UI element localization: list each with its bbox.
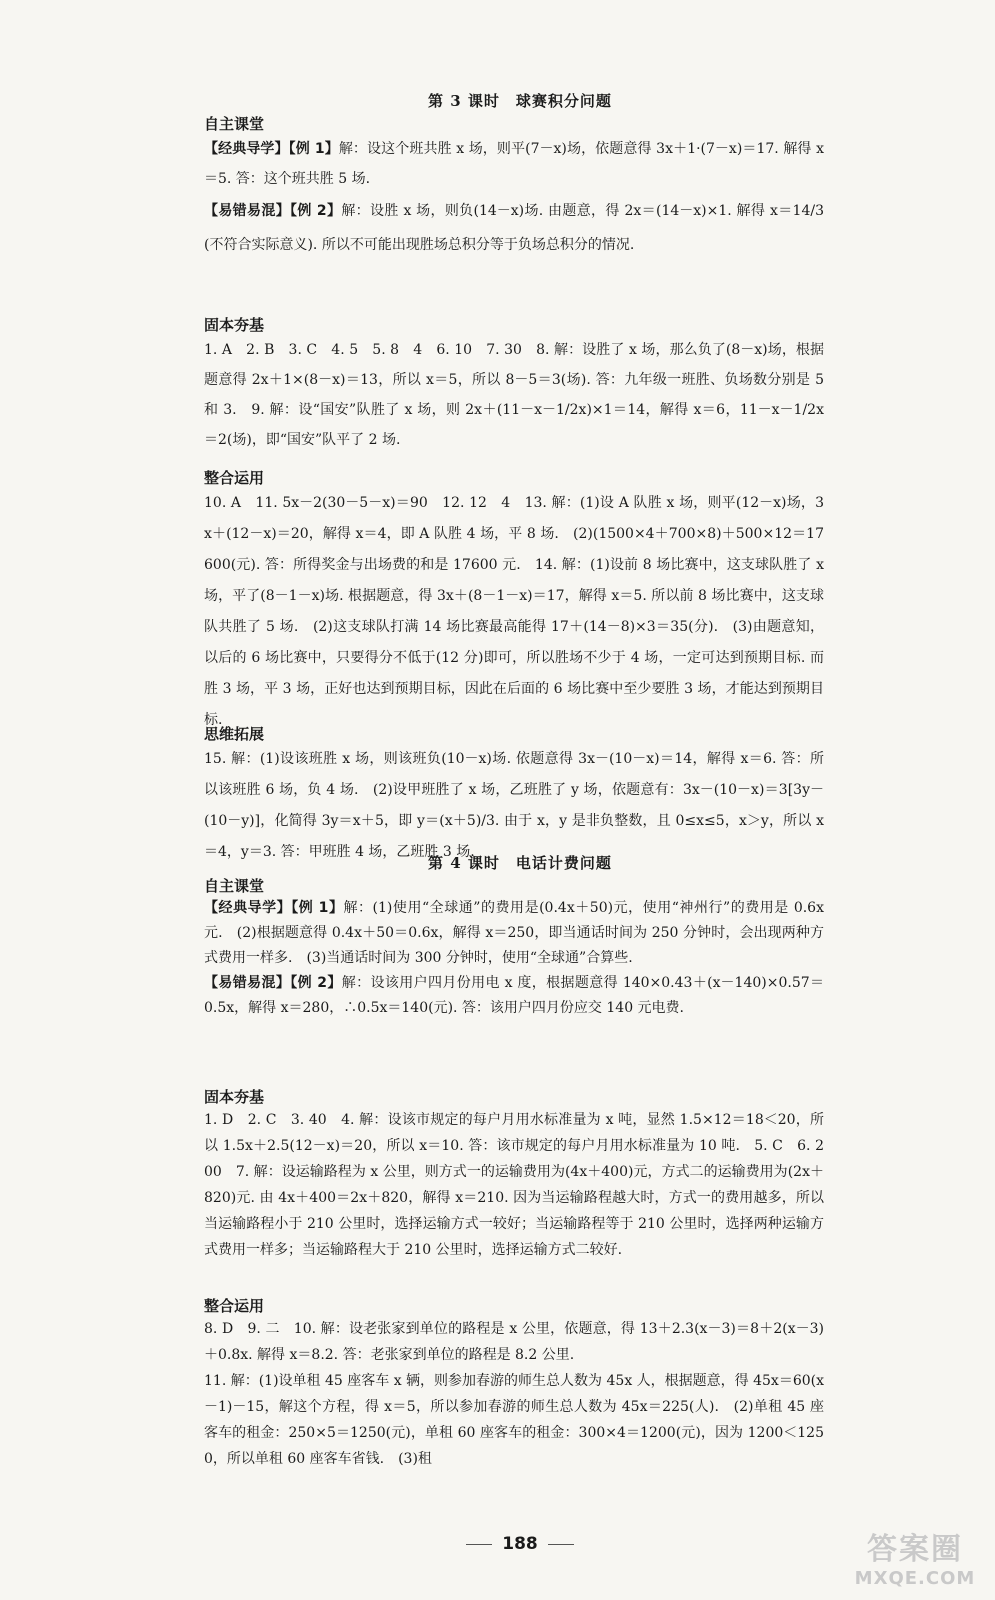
section-heading: 思维拓展 xyxy=(204,725,265,743)
answers-8-10: 8. D 9. 二 10. 解：设老张家到单位的路程是 x 公里，依题意，得 13＋2.3(x－3)＝8＋2(x－3)＋0.8x. 解得 x＝8.2. 答：老张家到单位的路程是 8.2 公里. xyxy=(204,1321,824,1363)
section-heading: 整合运用 xyxy=(204,469,265,487)
example-tag: 【易错易混】【例 2】 xyxy=(204,975,342,991)
lesson-3-siwei xyxy=(204,724,824,868)
section-heading: 整合运用 xyxy=(204,1297,265,1315)
example-tag: 【经典导学】【例 1】 xyxy=(204,900,344,916)
lesson-4-title: 第 4 课时 电话计费问题 xyxy=(428,854,612,872)
lesson-3-guben xyxy=(204,315,824,455)
answers-10-14: 10. A 11. 5x－2(30－5－x)＝90 12. 12 4 13. 解：(1)设 A 队胜 x 场，则平(12－x)场，3x＋(12－x)＝20，解得 x＝4，即 A 队胜 4 场，平 8 场. (2)(1500×4＋700×8)＋500×12＝17600(元). 答：所得奖金与出场费的和是 17600 元. 14. 解：(1)设前 8 场比赛中，这支球队胜了 x 场，平了(8－1－x)场. 根据题意，得 3x＋(8－1－x)＝17，解得 x＝5. 所以前 8 场比赛中，这支球队共胜了 5 场. (2)这支球队打满 14 场比赛最高能得 17＋(14－8)×3＝35(分). (3)由题意知，以后的 6 场比赛中，只要得分不低于(12 分)即可，所以胜场不少于 4 场，一定可达到预期目标. 而胜 3 场，平 3 场，正好也达到预期目标，因此在后面的 6 场比赛中至少要胜 3 场，才能达到预期目标. xyxy=(204,495,824,728)
footer-dash-right xyxy=(548,1544,574,1545)
lesson-3-zhenghe xyxy=(204,468,824,736)
watermark xyxy=(845,1532,985,1596)
lesson-4-guben xyxy=(204,1087,824,1263)
lesson-4-zhenghe xyxy=(204,1296,824,1472)
section-heading: 自主课堂 xyxy=(204,115,265,133)
section-heading: 固本夯基 xyxy=(204,316,265,334)
footer-dash-left xyxy=(466,1544,492,1545)
lesson-3-title: 第 3 课时 球赛积分问题 xyxy=(428,92,612,110)
example-tag: 【易错易混】【例 2】 xyxy=(204,203,342,219)
answers-1-9: 1. A 2. B 3. C 4. 5 5. 8 4 6. 10 7. 30 8. 解：设胜了 x 场，那么负了(8－x)场，根据题意得 2x＋1×(8－x)＝13，所以 x＝5，所以 8－5＝3(场). 答：九年级一班胜、负场数分别是 5 和 3. 9. 解：设“国安”队胜了 x 场，则 2x＋(11－x－1/2x)×1＝14，解得 x＝6，11－x－1/2x＝2(场)，即“国安”队平了 2 场. xyxy=(204,342,824,448)
example-2-answer: 【易错易混】【例 2】解：设该用户四月份用电 x 度，根据题意得 140×0.43＋(x－140)×0.57＝0.5x，解得 x＝280，∴0.5x＝140(元). 答：该用户四月份应交 140 元电费. xyxy=(204,975,825,1016)
page-content xyxy=(200,0,840,1600)
example-tag: 【经典导学】【例 1】 xyxy=(204,141,339,157)
lesson-4-zizhu xyxy=(204,876,824,1021)
answer-15: 15. 解：(1)设该班胜 x 场，则该班负(10－x)场. 依题意得 3x－(10－x)＝14，解得 x＝6. 答：所以该班胜 6 场，负 4 场. (2)设甲班胜了 x 场，乙班胜了 y 场，依题意有：3x－(10－x)＝3[3y－(10－y)]，化简得 3y＝x＋5，即 y＝(x＋5)/3. 由于 x，y 是非负整数，且 0≤x≤5，x＞y，所以 x＝4，y＝3. 答：甲班胜 4 场，乙班胜 3 场. xyxy=(204,751,824,860)
example-2-answer: 【易错易混】【例 2】解：设胜 x 场，则负(14－x)场. 由题意，得 2x＝(14－x)×1. 解得 x＝14/3(不符合实际意义). 所以不可能出现胜场总积分等于负场总积分的情况. xyxy=(204,203,824,253)
answers-1-7: 1. D 2. C 3. 40 4. 解：设该市规定的每户月用水标准量为 x 吨，显然 1.5×12＝18＜20，所以 1.5x＋2.5(12－x)＝20，所以 x＝10. 答：该市规定的每户月用水标准量为 10 吨. 5. C 6. 200 7. 解：设运输路程为 x 公里，则方式一的运输费用为(4x＋400)元，方式二的运输费用为(2x＋820)元. 由 4x＋400＝2x＋820，解得 x＝210. 因为当运输路程越大时，方式一的费用越多，所以当运输路程小于 210 公里时，选择运输方式一较好；当运输路程等于 210 公里时，选择两种运输方式费用一样多；当运输路程大于 210 公里时，选择运输方式二较好. xyxy=(204,1112,824,1258)
section-heading: 自主课堂 xyxy=(204,877,265,895)
section-heading: 固本夯基 xyxy=(204,1088,265,1106)
watermark-url: MXQE.COM xyxy=(854,1568,976,1589)
example-1-answer: 【经典导学】【例 1】解：(1)使用“全球通”的费用是(0.4x＋50)元，使用“神州行”的费用是 0.6x 元. (2)根据题意得 0.4x＋50＝0.6x，解得 x＝250，即当通话时间为 250 分钟时，会出现两种方式费用一样多. (3)当通话时间为 300 分钟时，使用“全球通”合算些. xyxy=(204,900,824,966)
page-number: 188 xyxy=(200,1534,840,1554)
watermark-logo: 答案圈 xyxy=(867,1532,963,1567)
lesson-3-zizhu xyxy=(204,114,824,262)
example-1-answer: 【经典导学】【例 1】解：设这个班共胜 x 场，则平(7－x)场，依题意得 3x＋1·(7－x)＝17. 解得 x＝5. 答：这个班共胜 5 场. xyxy=(204,141,824,187)
answer-11: 11. 解：(1)设单租 45 座客车 x 辆，则参加春游的师生总人数为 45x 人，根据题意，得 45x＝60(x－1)－15，解这个方程，得 x＝5，所以参加春游的师生总人数为 45x＝225(人). (2)单租 45 座客车的租金：250×5＝1250(元)，单租 60 座客车的租金：300×4＝1200(元)，因为 1200＜1250，所以单租 60 座客车省钱. (3)租 xyxy=(204,1373,824,1467)
